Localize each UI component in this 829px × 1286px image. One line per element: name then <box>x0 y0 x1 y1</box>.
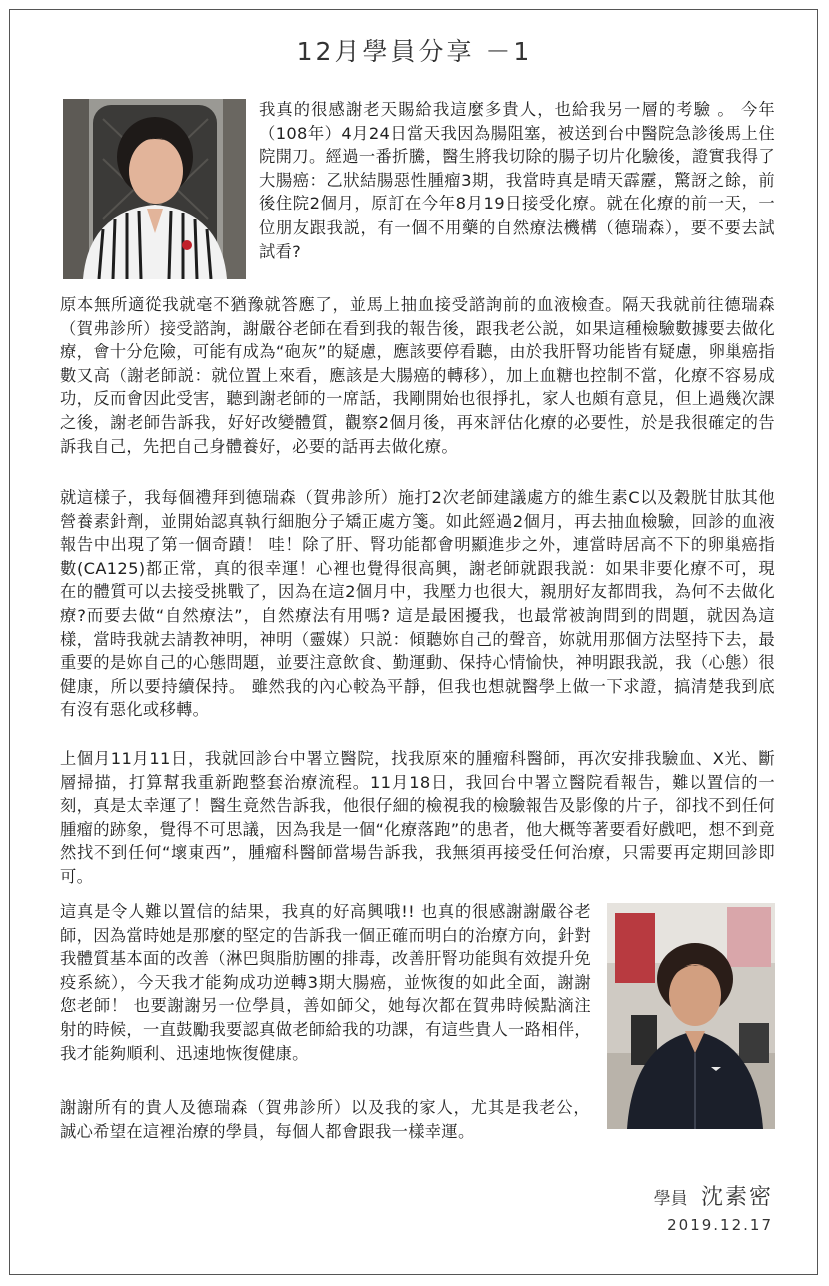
signature-date: 2019.12.17 <box>667 1216 773 1234</box>
paragraph-gratitude: 這真是令人難以置信的結果，我真的好高興哦!! 也真的很感謝謝嚴谷老師，因為當時她是那麼的堅定的告訴我一個正確而明白的治療方向，針對我體質基本面的改善（淋巴與脂肪團的排毒，改善肝腎功能與有效提升免疫系統），今天我才能夠成功逆轉3期大腸癌，並恢復的如此全面，謝謝您老師！ 也要謝謝另一位學員，善如師父，她每次都在賀弗時候點滴注射的時候，一直鼓勵我要認真做老師給我的功課，有這些貴人一路相伴，我才能夠順利、迅速地恢復健康。 <box>60 902 591 1063</box>
paragraph-treatment: 就這樣子，我每個禮拜到德瑞森（賀弗診所）施打2次老師建議處方的維生素C以及穀胱甘肽其他營養素針劑，並開始認真執行細胞分子矯正處方箋。如此經過2個月，再去抽血檢驗，回診的血液報告中出現了第一個奇蹟！ 哇！除了肝、腎功能都會明顯進步之外，連當時居高不下的卵巢癌指數(CA125)都正常，真的很幸運！心裡也覺得很高興，謝老師就跟我説：如果非要化療不可，現在的體質可以去接受挑戰了，因為在這2個月中，我壓力也很大，親朋好友都問我，為何不去做化療?而要去做“自然療法”，自然療法有用嗎? 這是最困擾我，也最常被詢問到的問題，就因為這樣，當時我就去請教神明，神明（靈媒）只説：傾聽妳自己的聲音，妳就用那個方法堅持下去，最重要的是妳自己的心態問題，並要注意飲食、勤運動、保持心情愉快，神明跟我説，我（心態）很健康，所以要持續保持。 雖然我的內心較為平靜，但我也想就醫學上做一下求證，搞清楚我到底有沒有惡化或移轉。 <box>60 488 775 720</box>
page-title: 12月學員分享 －1 <box>296 37 533 66</box>
paragraph-closing: 謝謝所有的貴人及德瑞森（賀弗診所）以及我的家人，尤其是我老公，誠心希望在這裡治療的學員，每個人都會跟我一樣幸運。 <box>60 1098 590 1141</box>
signature-name: 沈素密 <box>700 1185 773 1210</box>
signature-label: 學員 <box>653 1189 688 1209</box>
signature <box>654 1180 773 1211</box>
paragraph-intro: 我真的很感謝老天賜給我這麼多貴人，也給我另一層的考驗 。 今年（108年）4月24日當天我因為腸阻塞，被送到台中醫院急診後馬上住院開刀。經過一番折騰，醫生將我切除的腸子切片化驗後，證實我得了大腸癌：乙狀結腸惡性腫瘤3期，我當時真是晴天霹靂，驚訝之餘，前後住院2個月，原訂在今年8月19日接受化療。就在化療的前一天，一位朋友跟我説，有一個不用藥的自然療法機構（德瑞森），要不要去試試看? <box>259 100 775 261</box>
paragraph-hospital-result: 上個月11月11日，我就回診台中署立醫院，找我原來的腫瘤科醫師，再次安排我驗血、X光、斷層掃描，打算幫我重新跑整套治療流程。11月18日，我回台中署立醫院看報告，難以置信的一刻，真是太幸運了！醫生竟然告訴我，他很仔細的檢視我的檢驗報告及影像的片子，卻找不到任何腫瘤的跡象，覺得不可思議，因為我是一個“化療落跑”的患者，他大概等著要看好戲吧，想不到竟然找不到任何“壞東西”，腫瘤科醫師當場告訴我，我無須再接受任何治療，只需要再定期回診即可。 <box>60 749 775 886</box>
author-photo-portrait <box>63 99 246 279</box>
author-photo-standing <box>607 903 775 1129</box>
paragraph-consultation: 原本無所適從我就毫不猶豫就答應了，並馬上抽血接受諮詢前的血液檢查。隔天我就前往德瑞森（賀弗診所）接受諮詢，謝嚴谷老師在看到我的報告後，跟我老公説，如果這種檢驗數據要去做化療，會十分危險，可能有成為“砲灰”的疑慮，應該要停看聽，由於我肝腎功能皆有疑慮，卵巢癌指數又高（謝老師説：就位置上來看，應該是大腸癌的轉移），加上血糖也控制不當，化療不容易成功，反而會因此受害，聽到謝老師的一席話，我剛開始也很掙扎，家人也頗有意見，但上過幾次課之後，謝老師告訴我，好好改變體質，觀察2個月後，再來評估化療的必要性，於是我很確定的告訴我自己，先把自己身體養好，必要的話再去做化療。 <box>60 295 775 456</box>
